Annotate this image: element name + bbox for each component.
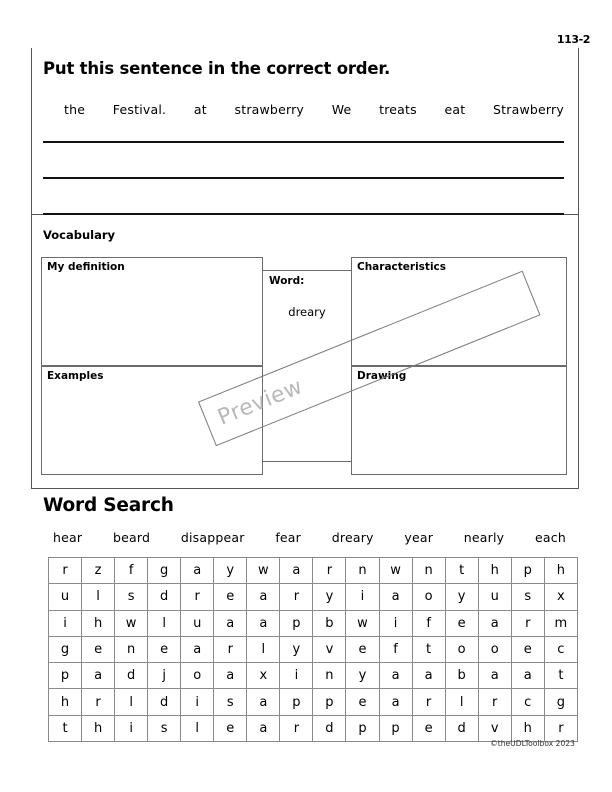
word-search-cell[interactable]: y — [346, 663, 379, 689]
word-search-cell[interactable]: o — [181, 663, 214, 689]
word-search-cell[interactable]: p — [49, 663, 82, 689]
word-search-row — [49, 610, 578, 636]
word-search-cell[interactable]: p — [313, 689, 346, 715]
scrambled-word: Festival. — [112, 102, 167, 117]
word-search-cell[interactable]: a — [82, 663, 115, 689]
word-search-cell[interactable]: a — [247, 689, 280, 715]
word-search-cell[interactable]: n — [346, 558, 379, 584]
word-search-cell[interactable]: e — [214, 715, 247, 741]
word-search-title: Word Search — [43, 495, 174, 516]
word-search-cell[interactable]: e — [346, 636, 379, 662]
word-search-cell[interactable]: p — [280, 610, 313, 636]
word-search-cell[interactable]: r — [280, 584, 313, 610]
frayer-word-box — [262, 270, 352, 462]
scrambled-word: strawberry — [234, 102, 305, 117]
word-search-cell[interactable]: u — [49, 584, 82, 610]
word-search-grid[interactable] — [48, 557, 578, 742]
word-search-cell[interactable]: l — [148, 610, 181, 636]
frayer-drawing-label: Drawing — [357, 370, 407, 382]
word-search-cell[interactable]: o — [478, 636, 511, 662]
word-search-cell[interactable]: f — [412, 610, 445, 636]
word-search-cell[interactable]: a — [379, 584, 412, 610]
answer-write-line[interactable] — [43, 141, 564, 143]
word-search-word: disappear — [180, 530, 245, 545]
word-search-cell[interactable]: i — [280, 663, 313, 689]
word-search-cell[interactable]: r — [82, 689, 115, 715]
word-search-cell[interactable]: g — [544, 689, 577, 715]
word-search-cell[interactable]: a — [478, 610, 511, 636]
word-search-cell[interactable]: h — [82, 715, 115, 741]
word-search-word: nearly — [463, 530, 505, 545]
word-search-row — [49, 558, 578, 584]
word-search-cell[interactable]: h — [511, 715, 544, 741]
word-search-cell[interactable]: x — [544, 584, 577, 610]
word-search-word: fear — [275, 530, 302, 545]
word-search-cell[interactable]: p — [280, 689, 313, 715]
word-search-cell[interactable]: r — [181, 584, 214, 610]
word-search-cell[interactable]: f — [115, 558, 148, 584]
word-search-cell[interactable]: o — [445, 636, 478, 662]
word-search-cell[interactable]: x — [247, 663, 280, 689]
word-search-cell[interactable]: b — [313, 610, 346, 636]
word-search-cell[interactable]: m — [544, 610, 577, 636]
word-search-cell[interactable]: d — [313, 715, 346, 741]
word-search-cell[interactable]: s — [511, 584, 544, 610]
footer-credit: ©theUDLToolbox 2023 — [490, 739, 575, 748]
word-search-cell[interactable]: a — [247, 715, 280, 741]
word-search-cell[interactable]: h — [478, 558, 511, 584]
word-search-cell[interactable]: l — [82, 584, 115, 610]
frayer-examples-label: Examples — [47, 370, 104, 382]
frayer-model — [41, 257, 567, 475]
frayer-drawing-box[interactable] — [351, 366, 567, 475]
word-search-cell[interactable]: t — [445, 558, 478, 584]
vocabulary-section — [31, 215, 578, 489]
word-search-cell[interactable]: a — [379, 663, 412, 689]
scrambled-word-list — [64, 102, 564, 117]
word-search-cell[interactable]: y — [280, 636, 313, 662]
word-search-cell[interactable]: p — [511, 558, 544, 584]
word-search-row — [49, 715, 578, 741]
word-search-cell[interactable]: d — [148, 584, 181, 610]
word-search-cell[interactable]: a — [247, 610, 280, 636]
page-title: Put this sentence in the correct order. — [43, 59, 391, 78]
word-search-cell[interactable]: y — [445, 584, 478, 610]
word-search-cell[interactable]: a — [181, 636, 214, 662]
frayer-my-definition-label: My definition — [47, 261, 125, 273]
word-search-cell[interactable]: i — [181, 689, 214, 715]
word-search-cell[interactable]: s — [214, 689, 247, 715]
word-search-cell[interactable]: e — [82, 636, 115, 662]
word-search-cell[interactable]: a — [511, 663, 544, 689]
word-search-word: each — [535, 530, 566, 545]
word-search-cell[interactable]: o — [412, 584, 445, 610]
word-search-cell[interactable]: t — [49, 715, 82, 741]
word-search-cell[interactable]: f — [379, 636, 412, 662]
word-search-row — [49, 663, 578, 689]
word-search-cell[interactable]: g — [148, 558, 181, 584]
word-search-cell[interactable]: j — [148, 663, 181, 689]
word-search-cell[interactable]: e — [214, 584, 247, 610]
word-search-cell[interactable]: b — [445, 663, 478, 689]
word-search-cell[interactable]: y — [214, 558, 247, 584]
answer-write-line[interactable] — [43, 177, 564, 179]
word-search-cell[interactable]: r — [214, 636, 247, 662]
word-search-cell[interactable]: p — [379, 715, 412, 741]
word-search-cell[interactable]: w — [379, 558, 412, 584]
word-search-cell[interactable]: e — [445, 610, 478, 636]
word-search-word-list — [53, 530, 566, 545]
word-search-grid-body — [49, 558, 578, 742]
word-search-cell[interactable]: c — [544, 636, 577, 662]
frayer-word-value: dreary — [288, 305, 326, 319]
word-search-word: beard — [112, 530, 151, 545]
word-search-cell[interactable]: e — [412, 715, 445, 741]
scrambled-word: Strawberry — [493, 102, 564, 117]
word-search-cell[interactable]: i — [115, 715, 148, 741]
word-search-cell[interactable]: w — [346, 610, 379, 636]
scrambled-word: at — [193, 102, 207, 117]
word-search-cell[interactable]: s — [115, 584, 148, 610]
word-search-cell[interactable]: d — [115, 663, 148, 689]
page-frame-right-border — [578, 48, 579, 489]
word-search-cell[interactable]: c — [511, 689, 544, 715]
word-search-cell[interactable]: s — [148, 715, 181, 741]
vocabulary-label: Vocabulary — [43, 228, 116, 242]
frayer-my-definition-box[interactable] — [41, 257, 263, 366]
word-search-cell[interactable]: t — [412, 636, 445, 662]
word-search-section — [31, 489, 578, 759]
word-search-cell[interactable]: a — [181, 558, 214, 584]
word-search-cell[interactable]: n — [412, 558, 445, 584]
word-search-cell[interactable]: v — [313, 636, 346, 662]
word-search-cell[interactable]: h — [544, 558, 577, 584]
word-search-cell[interactable]: h — [82, 610, 115, 636]
word-search-cell[interactable]: r — [313, 558, 346, 584]
word-search-cell[interactable]: w — [115, 610, 148, 636]
word-search-cell[interactable]: d — [148, 689, 181, 715]
word-search-cell[interactable]: z — [82, 558, 115, 584]
word-search-cell[interactable]: r — [280, 715, 313, 741]
word-search-cell[interactable]: a — [379, 689, 412, 715]
word-search-cell[interactable]: r — [412, 689, 445, 715]
word-search-cell[interactable]: a — [214, 610, 247, 636]
word-search-cell[interactable]: i — [346, 584, 379, 610]
scrambled-word: treats — [379, 102, 417, 117]
frayer-characteristics-label: Characteristics — [357, 261, 447, 273]
word-search-cell[interactable]: v — [478, 715, 511, 741]
word-search-cell[interactable]: i — [49, 610, 82, 636]
word-search-cell[interactable]: l — [181, 715, 214, 741]
word-search-cell[interactable]: r — [511, 610, 544, 636]
page-number: 113-2 — [556, 33, 590, 46]
word-search-word: dreary — [331, 530, 374, 545]
word-search-cell[interactable]: a — [412, 663, 445, 689]
frayer-characteristics-box[interactable] — [351, 257, 567, 366]
preview-watermark-label: Preview — [214, 374, 307, 431]
word-search-cell[interactable]: a — [214, 663, 247, 689]
word-search-cell[interactable]: e — [148, 636, 181, 662]
word-search-cell[interactable]: g — [49, 636, 82, 662]
word-search-cell[interactable]: a — [478, 663, 511, 689]
word-search-word: hear — [53, 530, 83, 545]
word-search-cell[interactable]: n — [115, 636, 148, 662]
word-search-cell[interactable]: h — [49, 689, 82, 715]
scrambled-word: We — [331, 102, 352, 117]
word-search-cell[interactable]: r — [478, 689, 511, 715]
frayer-word-label: Word: — [269, 275, 305, 287]
word-search-cell[interactable]: t — [544, 663, 577, 689]
sentence-order-section — [31, 48, 578, 215]
word-search-cell[interactable]: p — [346, 715, 379, 741]
word-search-cell[interactable]: l — [115, 689, 148, 715]
scrambled-word: the — [64, 102, 86, 117]
word-search-cell[interactable]: d — [445, 715, 478, 741]
scrambled-word: eat — [444, 102, 466, 117]
word-search-row — [49, 689, 578, 715]
word-search-row — [49, 636, 578, 662]
word-search-cell[interactable]: l — [445, 689, 478, 715]
word-search-cell[interactable]: r — [544, 715, 577, 741]
word-search-row — [49, 584, 578, 610]
word-search-cell[interactable]: u — [181, 610, 214, 636]
word-search-word: year — [404, 530, 434, 545]
word-search-cell[interactable]: n — [313, 663, 346, 689]
word-search-cell[interactable]: u — [478, 584, 511, 610]
word-search-cell[interactable]: r — [49, 558, 82, 584]
word-search-cell[interactable]: e — [346, 689, 379, 715]
word-search-cell[interactable]: w — [247, 558, 280, 584]
word-search-cell[interactable]: y — [313, 584, 346, 610]
word-search-cell[interactable]: a — [280, 558, 313, 584]
word-search-cell[interactable]: i — [379, 610, 412, 636]
word-search-cell[interactable]: e — [511, 636, 544, 662]
word-search-cell[interactable]: l — [247, 636, 280, 662]
frayer-examples-box[interactable] — [41, 366, 263, 475]
word-search-cell[interactable]: a — [247, 584, 280, 610]
